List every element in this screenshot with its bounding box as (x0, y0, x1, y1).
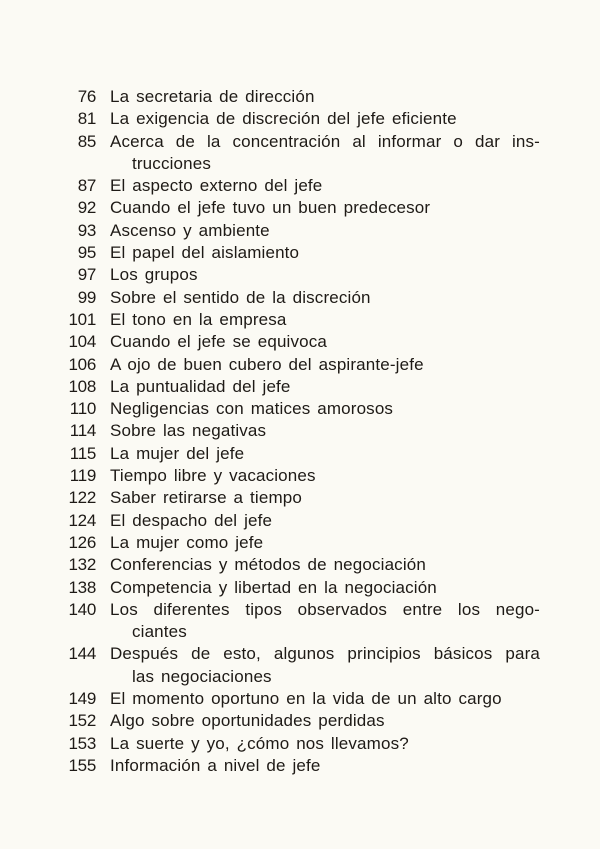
toc-title (110, 376, 540, 398)
toc-entry (62, 688, 540, 710)
toc-title (110, 354, 540, 376)
toc-title-continuation: trucciones (132, 153, 211, 173)
toc-title (110, 733, 540, 755)
toc-entry (62, 331, 540, 353)
toc-entry (62, 175, 540, 197)
toc-page-number: 122 (68, 488, 96, 508)
toc-title-line: Después de esto, algunos principios básicos para (110, 644, 540, 664)
toc-page-number: 153 (68, 733, 96, 753)
toc-title (110, 487, 540, 509)
toc-title-line: La exigencia de discreción del jefe eficiente (110, 109, 457, 129)
toc-title (110, 242, 540, 264)
toc-page-number: 126 (68, 532, 96, 552)
toc-entry (62, 242, 540, 264)
toc-title-continuation: ciantes (132, 622, 187, 642)
toc-title-line: A ojo de buen cubero del aspirante-jefe (110, 354, 424, 374)
toc-title (110, 599, 540, 644)
toc-title-line: Ascenso y ambiente (110, 220, 270, 240)
toc-title (110, 287, 540, 309)
toc-title (110, 86, 540, 108)
toc-page-number: 155 (68, 755, 96, 775)
toc-title (110, 398, 540, 420)
toc-entry (62, 376, 540, 398)
toc-page-number: 99 (77, 287, 96, 307)
toc-entry (62, 398, 540, 420)
toc-title-line: Cuando el jefe se equivoca (110, 332, 327, 352)
toc-title-line: La puntualidad del jefe (110, 376, 291, 396)
toc-entry (62, 643, 540, 688)
toc-page-number: 124 (68, 510, 96, 530)
toc-title (110, 264, 540, 286)
toc-entry (62, 354, 540, 376)
toc-title-line: El papel del aislamiento (110, 243, 300, 263)
toc-entry (62, 443, 540, 465)
toc-page-number: 108 (68, 376, 96, 396)
toc-page-number: 114 (69, 421, 96, 441)
toc-title-line: Sobre las negativas (110, 421, 267, 441)
toc-title (110, 577, 540, 599)
toc-title-line: El aspecto externo del jefe (110, 176, 323, 196)
toc-title-line: Competencia y libertad en la negociación (110, 577, 437, 597)
toc-title-line: Información a nivel de jefe (110, 755, 321, 775)
toc-title (110, 197, 540, 219)
toc-title-line: Saber retirarse a tiempo (110, 488, 302, 508)
toc-title (110, 309, 540, 331)
toc-title-line: Los diferentes tipos observados entre los nego- (110, 599, 540, 619)
toc-title (110, 175, 540, 197)
toc-title (110, 420, 540, 442)
toc-page-number: 92 (77, 198, 96, 218)
toc-entry (62, 755, 540, 777)
toc-title (110, 755, 540, 777)
toc-title (110, 688, 540, 710)
toc-title-line: La suerte y yo, ¿cómo nos llevamos? (110, 733, 409, 753)
toc-title (110, 131, 540, 176)
toc-entry (62, 599, 540, 644)
toc-title (110, 331, 540, 353)
toc-title-line: El despacho del jefe (110, 510, 273, 530)
toc-entry (62, 532, 540, 554)
toc-title-continuation: las negociaciones (132, 666, 272, 686)
toc-page-number: 132 (68, 555, 96, 575)
toc-title-line: La mujer del jefe (110, 443, 245, 463)
toc-page-number: 81 (77, 109, 96, 129)
toc-title-line: Sobre el sentido de la discreción (110, 287, 371, 307)
toc-page-number: 119 (69, 466, 96, 486)
toc-title-line: El tono en la empresa (110, 309, 287, 329)
toc-title-line: La mujer como jefe (110, 532, 264, 552)
toc-entry (62, 131, 540, 176)
toc-entry (62, 710, 540, 732)
toc-page-number: 144 (68, 644, 96, 664)
toc-title (110, 443, 540, 465)
toc-title-line: Conferencias y métodos de negociación (110, 555, 426, 575)
toc-entry (62, 420, 540, 442)
toc-entry (62, 510, 540, 532)
toc-title (110, 108, 540, 130)
toc-title-line: Acerca de la concentración al informar o dar ins- (110, 131, 540, 151)
toc-title-line: El momento oportuno en la vida de un alto cargo (110, 689, 502, 709)
toc-page-number: 95 (77, 243, 96, 263)
toc-title (110, 643, 540, 688)
toc-page-number: 152 (68, 711, 96, 731)
toc-title (110, 220, 540, 242)
toc-entry (62, 220, 540, 242)
toc-page-number: 115 (69, 443, 96, 463)
toc-entry (62, 287, 540, 309)
toc-title-line: Los grupos (110, 265, 198, 285)
toc-page-number: 97 (77, 265, 96, 285)
toc-entry (62, 577, 540, 599)
toc-entry (62, 465, 540, 487)
toc-entry (62, 733, 540, 755)
toc-title (110, 465, 540, 487)
toc-page-number: 110 (69, 399, 96, 419)
toc-page-number: 87 (77, 176, 96, 196)
toc-title-line: La secretaria de dirección (110, 87, 315, 106)
toc-page-number: 85 (77, 131, 96, 151)
toc-title (110, 710, 540, 732)
table-of-contents (62, 86, 540, 777)
toc-entry (62, 86, 540, 108)
toc-title-line: Cuando el jefe tuvo un buen predecesor (110, 198, 431, 218)
toc-page-number: 140 (68, 599, 96, 619)
toc-title-line: Tiempo libre y vacaciones (110, 466, 316, 486)
toc-title (110, 510, 540, 532)
toc-page-number: 93 (77, 220, 96, 240)
toc-entry (62, 309, 540, 331)
toc-title (110, 532, 540, 554)
toc-entry (62, 264, 540, 286)
toc-page-number: 106 (68, 354, 96, 374)
toc-title (110, 554, 540, 576)
toc-entry (62, 108, 540, 130)
toc-page-number: 101 (68, 309, 96, 329)
toc-page-number: 149 (68, 689, 96, 709)
toc-title-line: Negligencias con matices amorosos (110, 399, 394, 419)
toc-page-number: 138 (68, 577, 96, 597)
toc-title-line: Algo sobre oportunidades perdidas (110, 711, 385, 731)
toc-entry (62, 554, 540, 576)
toc-page-number: 104 (68, 332, 96, 352)
toc-page-number: 76 (77, 87, 96, 106)
toc-entry (62, 197, 540, 219)
toc-entry (62, 487, 540, 509)
